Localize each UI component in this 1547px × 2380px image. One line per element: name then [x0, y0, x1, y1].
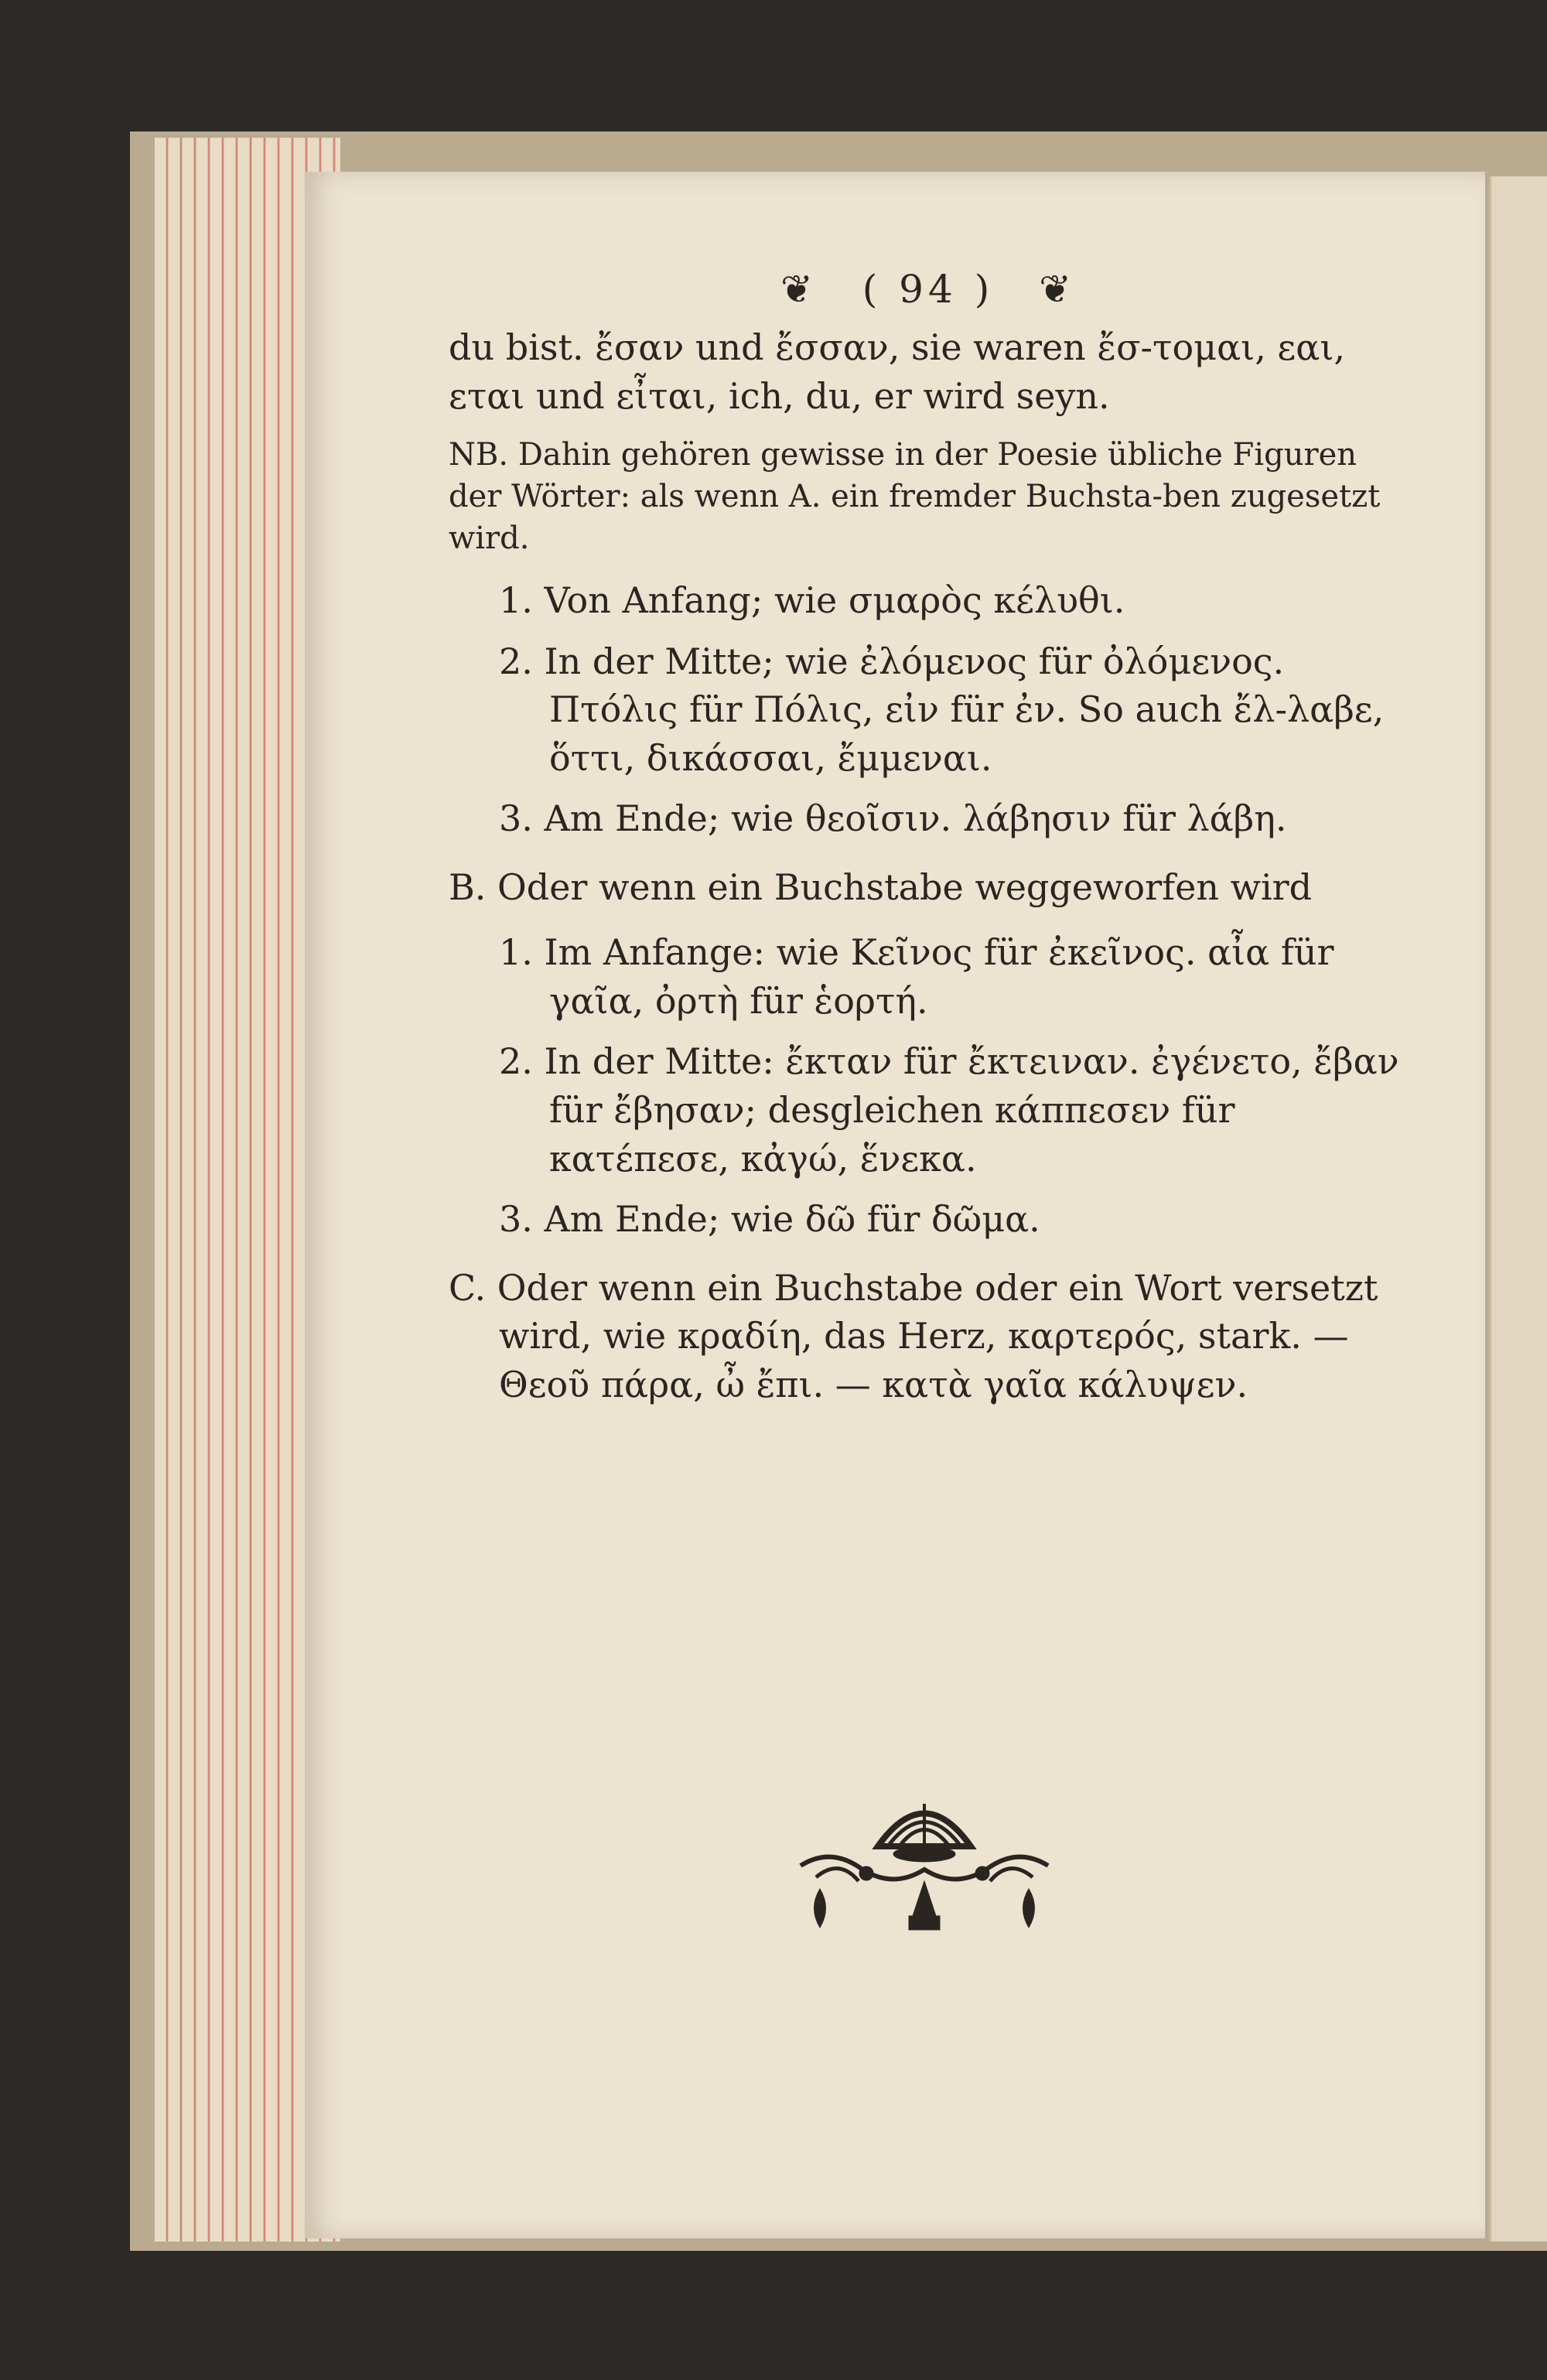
list-item: 3. Am Ende; wie δῶ für δῶμα. — [499, 1198, 1040, 1241]
facing-page-edge — [1489, 176, 1547, 2242]
fleuron-right-icon: ❦ — [1039, 267, 1077, 312]
page-header — [449, 263, 1408, 316]
shell-ornament-icon — [785, 1773, 1064, 1951]
page-number: ( 94 ) — [862, 267, 995, 312]
book-page — [306, 172, 1485, 2238]
page-text — [449, 263, 1408, 1426]
list-item: 2. In der Mitte: ἔκταν für ἔκτειναν. ἐγένετο, ἔβαν für ἔβησαν; desgleichen κάππεσεν für κατέπεσε, κἀγώ, ἕνεκα. — [499, 1040, 1399, 1180]
list-item: 1. Von Anfang; wie σμαρὸς κέλυθι. — [499, 579, 1125, 622]
section-c-paragraph: C. Oder wenn ein Buchstabe oder ein Wort versetzt wird, wie κραδίη, das Herz, καρτερός, stark. — Θεοῦ πάρα, ὦ ἔπι. — κατὰ γαῖα κάλυψεν. — [449, 1266, 1378, 1405]
list-item: 1. Im Anfange: wie Κεῖνος für ἐκεῖνος. αἶα für γαῖα, ὀρτὴ für ἑορτή. — [499, 931, 1334, 1022]
intro-paragraph: du bist. ἔσαν und ἔσσαν, sie waren ἔσ-τομαι, εαι, εται und εἶται, ich, du, er wird seyn. — [449, 326, 1345, 417]
section-b-heading: B. Oder wenn ein Buchstabe weggeworfen wird — [449, 866, 1313, 908]
nb-paragraph: NB. Dahin gehören gewisse in der Poesie übliche Figuren der Wörter: als wenn A. ein fremder Buchsta-ben zugesetzt wird. — [449, 437, 1381, 557]
fleuron-left-icon: ❦ — [780, 267, 818, 312]
list-item: 2. In der Mitte; wie ἐλόμενος für ὀλόμενος. Πτόλις für Πόλις, εἰν für ἐν. So auch ἔλ-λαβε, ὅττι, δικάσσαι, ἔμμεναι. — [499, 640, 1385, 779]
list-item: 3. Am Ende; wie θεοῖσιν. λάβησιν für λάβη. — [499, 797, 1287, 840]
